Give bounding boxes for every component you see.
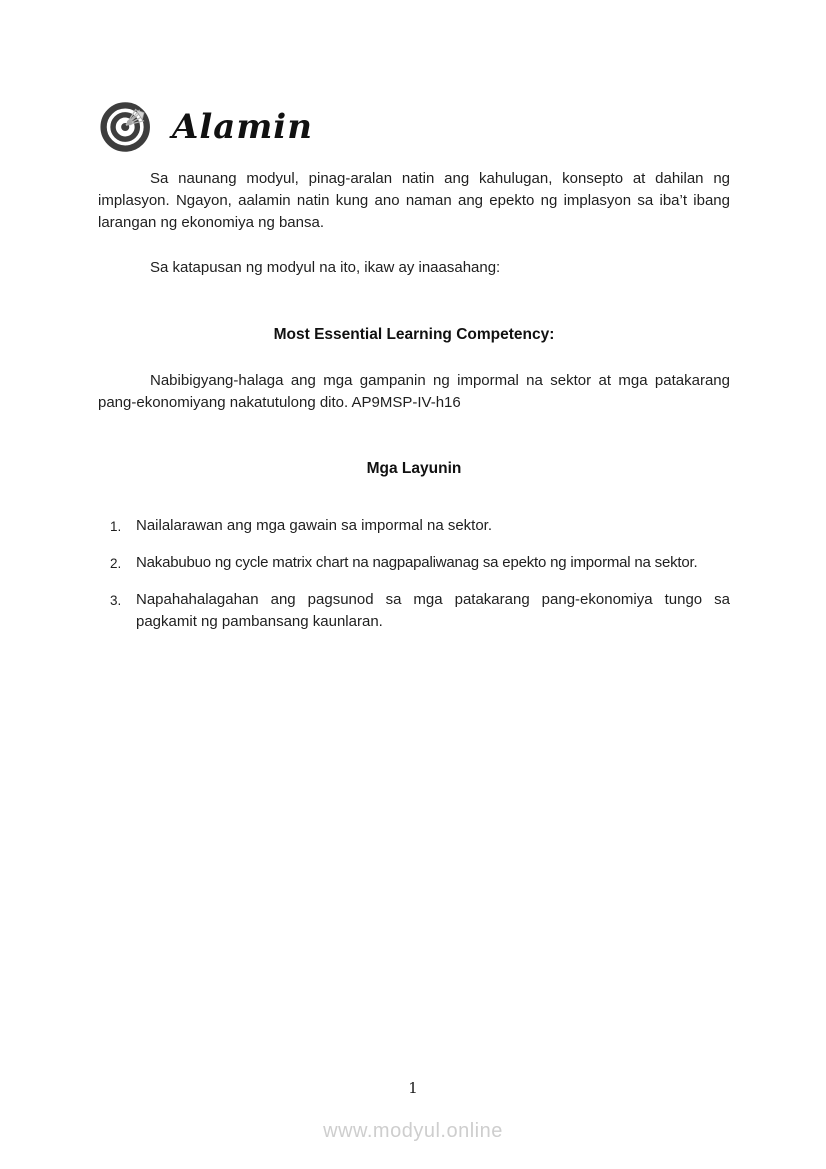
melc-body: Nabibigyang-halaga ang mga gampanin ng impormal na sektor at mga patakarang pang-ekonomiyang nakatutulong dito. AP9MSP-IV-h16 [98, 372, 730, 411]
objective-text: Nailalarawan ang mga gawain sa impormal na sektor. [136, 517, 493, 534]
list-number: 1. [110, 519, 122, 534]
objective-text: Nakabubuo ng cycle matrix chart na nagpapaliwanag sa epekto ng impormal na sektor. [136, 554, 698, 571]
page-title: Alamin [172, 107, 313, 147]
section-header [100, 100, 730, 154]
objectives-heading: Mga Layunin [366, 460, 462, 477]
objective-text: Napahahalagahan ang pagsunod sa mga patakarang pang-ekonomiya tungo sa pagkamit ng pambansang kaunlaran. [136, 591, 730, 630]
expectation-paragraph: Sa katapusan ng modyul na ito, ikaw ay inaasahang: [150, 259, 501, 276]
melc-heading: Most Essential Learning Competency: [273, 326, 555, 343]
list-number: 2. [110, 556, 122, 571]
list-item [110, 515, 730, 538]
page-number: 1 [408, 1079, 418, 1097]
watermark: www.modyul.online [323, 1120, 503, 1142]
target-dart-icon [100, 100, 154, 154]
objectives-list [98, 515, 730, 633]
intro-paragraph: Sa naunang modyul, pinag-aralan natin ang kahulugan, konsepto at dahilan ng implasyon. Ngayon, aalamin natin kung ano naman ang epekto ng implasyon sa iba’t ibang larangan ng ekonomiya ng bansa. [98, 170, 730, 231]
list-item [110, 552, 730, 575]
list-item [110, 589, 730, 633]
page-content [98, 100, 730, 647]
list-number: 3. [110, 593, 122, 608]
